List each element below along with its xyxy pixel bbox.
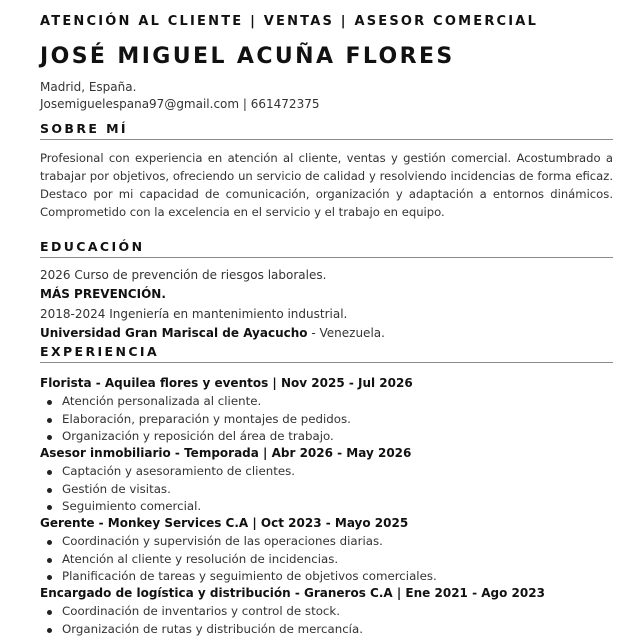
bullet-item: Captación y asesoramiento de clientes.	[60, 463, 295, 481]
job-title: Gerente - Monkey Services C.A | Oct 2023 - Mayo 2025	[40, 516, 409, 530]
job-title: Encargado de logística y distribución - Graneros C.A | Ene 2021 - Ago 2023	[40, 586, 545, 600]
education-course: 2026 Curso de prevención de riesgos laborales.	[40, 268, 327, 282]
bullet-item: Organización y reposición del área de trabajo.	[60, 428, 351, 446]
education-institution	[40, 326, 385, 340]
section-title-education: EDUCACIÓN	[40, 239, 613, 258]
bullet-item: Seguimiento comercial.	[60, 498, 295, 516]
job-title: Florista - Aquilea flores y eventos | Nov 2025 - Jul 2026	[40, 376, 413, 390]
headline-tagline: ATENCIÓN AL CLIENTE | VENTAS | ASESOR COMERCIAL	[40, 14, 539, 29]
institution-location: - Venezuela.	[307, 326, 385, 340]
job-bullets	[60, 603, 363, 638]
bullet-item: Organización de rutas y distribución de mercancía.	[60, 621, 363, 639]
job-bullets	[60, 533, 437, 586]
location-text: Madrid, España.	[40, 80, 137, 94]
bullet-item: Elaboración, preparación y montajes de pedidos.	[60, 411, 351, 429]
job-bullets	[60, 463, 295, 516]
bullet-item: Atención personalizada al cliente.	[60, 393, 351, 411]
job-title: Asesor inmobiliario - Temporada | Abr 2026 - May 2026	[40, 446, 412, 460]
job-bullets	[60, 393, 351, 446]
bullet-item: Coordinación de inventarios y control de stock.	[60, 603, 363, 621]
about-paragraph: Profesional con experiencia en atención al cliente, ventas y gestión comercial. Acostumbrado a trabajar por objetivos, ofreciendo un servicio de calidad y resolviendo incidencias de forma eficaz. Destaco por mi capacidad de comunicación, organización y adaptación a entornos dinámicos. Comprometido con la excelencia en el servicio y el trabajo en equipo.	[40, 151, 613, 219]
contact-info: Josemiguelespana97@gmail.com | 661472375	[40, 97, 320, 111]
bullet-item: Atención al cliente y resolución de incidencias.	[60, 551, 437, 569]
education-course: 2018-2024 Ingeniería en mantenimiento industrial.	[40, 307, 348, 321]
bullet-item: Planificación de tareas y seguimiento de objetivos comerciales.	[60, 568, 437, 586]
bullet-item: Coordinación y supervisión de las operaciones diarias.	[60, 533, 437, 551]
section-title-about: SOBRE MÍ	[40, 121, 613, 140]
section-title-experience: EXPERIENCIA	[40, 344, 613, 363]
education-institution	[40, 287, 166, 301]
institution-name: MÁS PREVENCIÓN.	[40, 287, 166, 301]
bullet-item: Gestión de visitas.	[60, 481, 295, 499]
institution-name: Universidad Gran Mariscal de Ayacucho	[40, 326, 308, 340]
candidate-name: JOSÉ MIGUEL ACUÑA FLORES	[40, 44, 455, 69]
